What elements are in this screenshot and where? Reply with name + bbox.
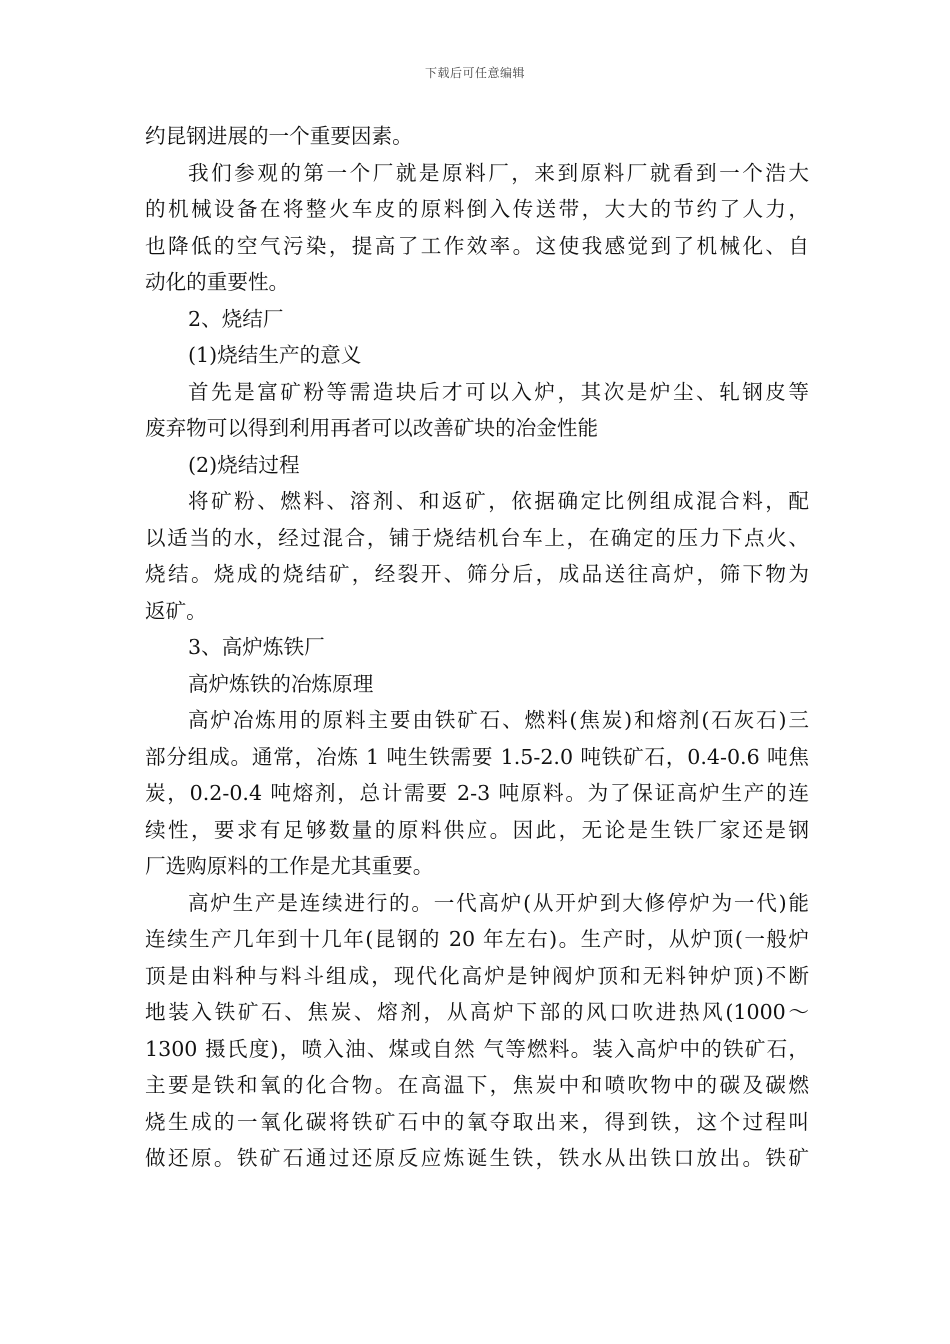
text-line: (1)烧结生产的意义 — [188, 343, 362, 367]
page-header: 下载后可任意编辑 — [424, 66, 525, 80]
text-line: 顶是由料种与料斗组成，现代化高炉是钟阀炉顶和无料钟炉顶)不断 — [145, 963, 809, 988]
text-line: 做还原。铁矿石通过还原反应炼诞生铁，铁水从出铁口放出。铁矿 — [145, 1146, 809, 1170]
text-line: 高炉冶炼用的原料主要由铁矿石、燃料(焦炭)和熔剂(石灰石)三 — [188, 708, 809, 732]
text-line: 的机械设备在将整火车皮的原料倒入传送带，大大的节约了人力， — [145, 197, 809, 221]
text-line: 连续生产几年到十几年(昆钢的 20 年左右)。生产时，从炉顶(一般炉 — [145, 927, 809, 951]
text-line: 废弃物可以得到利用再者可以改善矿块的冶金性能 — [145, 416, 599, 440]
text-line: 高炉炼铁的冶炼原理 — [188, 671, 374, 696]
text-line: 我们参观的第一个厂就是原料厂，来到原料厂就看到一个浩大 — [188, 160, 809, 185]
text-line: (2)烧结过程 — [188, 452, 300, 477]
text-line: 以适当的水，经过混合，铺于烧结机台车上，在确定的压力下点火、 — [145, 525, 809, 550]
text-line: 续性，要求有足够数量的原料供应。因此，无论是生铁厂家还是钢 — [145, 817, 809, 842]
text-line: 烧结。烧成的烧结矿，经裂开、筛分后，成品送往高炉，筛下物为 — [145, 562, 809, 586]
text-line: 地装入铁矿石、焦炭、熔剂，从高炉下部的风口吹进热风(1000～ — [145, 1000, 809, 1024]
text-line: 返矿。 — [145, 598, 207, 623]
text-line: 部分组成。通常，冶炼 1 吨生铁需要 1.5-2.0 吨铁矿石，0.4-0.6 吨焦 — [145, 744, 809, 769]
text-line: 将矿粉、燃料、溶剂、和返矿，依据确定比例组成混合料，配 — [188, 489, 809, 513]
text-line: 1300 摄氏度)，喷入油、煤或自然 气等燃料。装入高炉中的铁矿石， — [145, 1036, 809, 1061]
text-line: 烧生成的一氧化碳将铁矿石中的氧夺取出来，得到铁，这个过程叫 — [145, 1109, 809, 1134]
document-body — [145, 118, 809, 1177]
text-line: 也降低的空气污染，提高了工作效率。这使我感觉到了机械化、自 — [145, 233, 809, 258]
text-line: 3、高炉炼铁厂 — [188, 635, 325, 659]
text-line: 主要是铁和氧的化合物。在高温下，焦炭中和喷吹物中的碳及碳燃 — [145, 1073, 809, 1097]
text-line: 2、烧结厂 — [188, 306, 284, 331]
text-line: 炭，0.2-0.4 吨熔剂，总计需要 2-3 吨原料。为了保证高炉生产的连 — [145, 781, 809, 805]
text-line: 高炉生产是连续进行的。一代高炉(从开炉到大修停炉为一代)能 — [188, 890, 809, 915]
text-line: 动化的重要性。 — [145, 270, 290, 294]
text-line: 约昆钢进展的一个重要因素。 — [145, 124, 413, 148]
text-line: 厂选购原料的工作是尤其重要。 — [145, 854, 434, 878]
text-line: 首先是富矿粉等需造块后才可以入炉，其次是炉尘、轧钢皮等 — [188, 379, 809, 404]
